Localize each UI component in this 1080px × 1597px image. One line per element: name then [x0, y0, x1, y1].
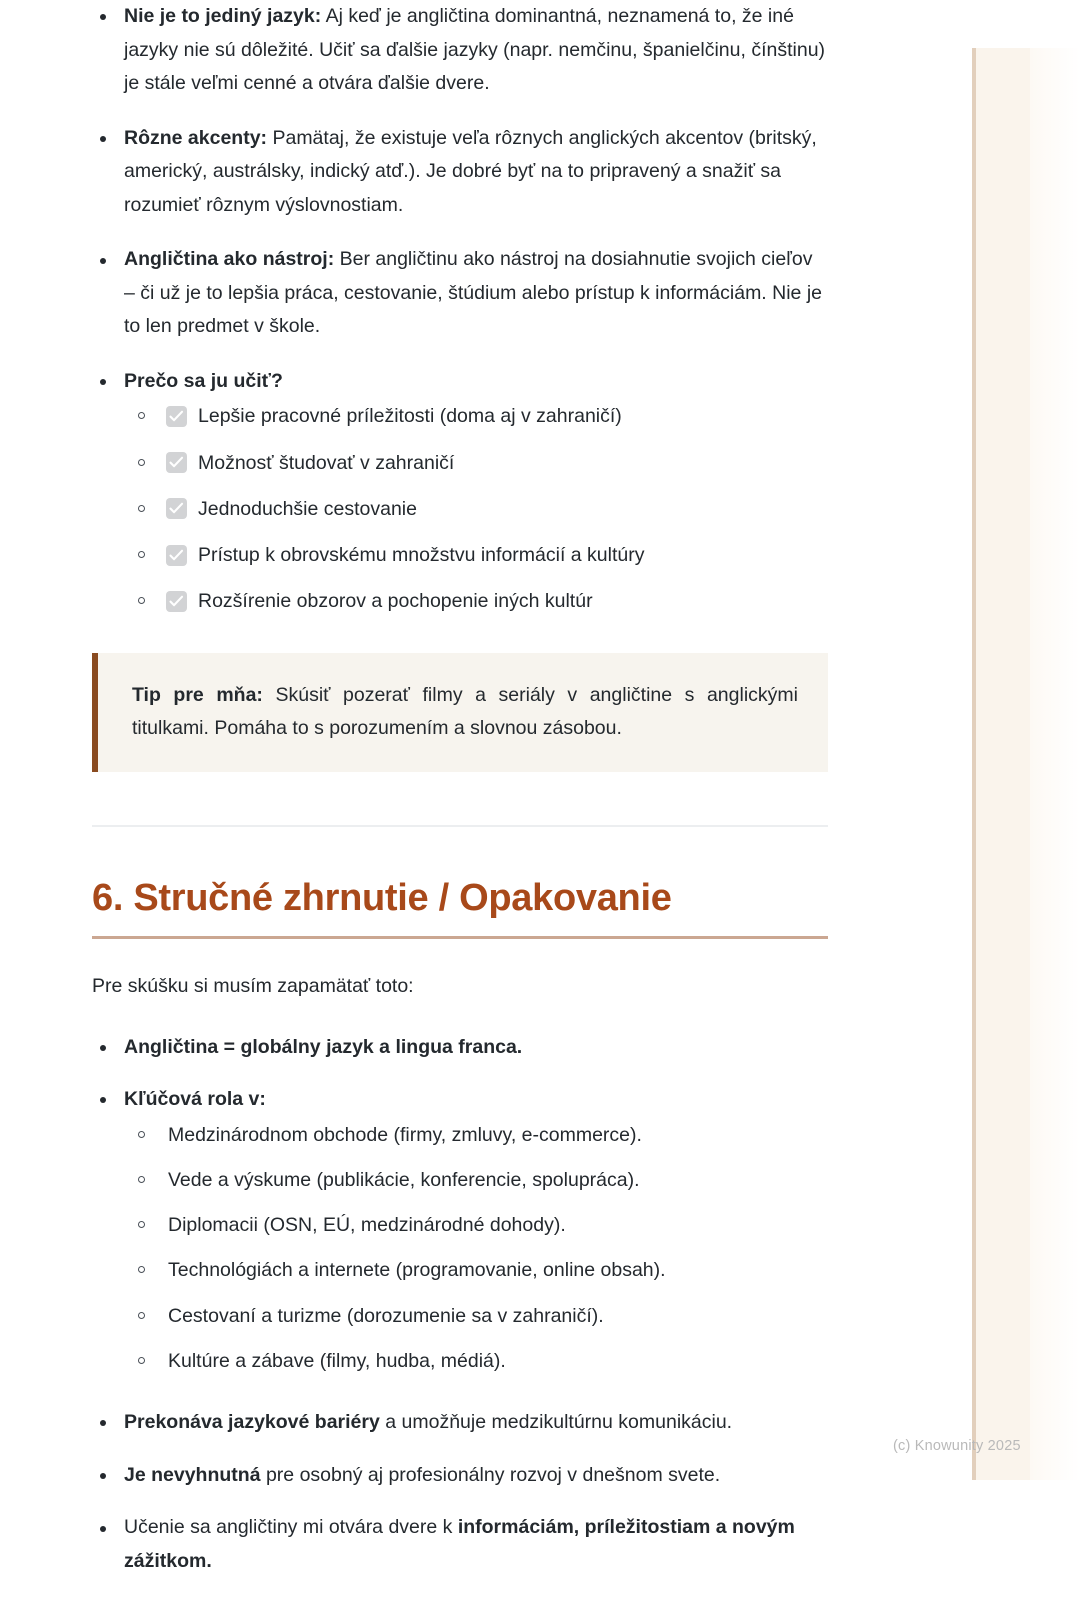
- bullet-icon: [100, 258, 106, 264]
- page-side-band: [972, 48, 1038, 1480]
- checklist-item-label: Lepšie pracovné príležitosti (doma aj v zahraničí): [198, 405, 622, 428]
- checklist-item: [124, 541, 828, 570]
- checkbox-checked-icon[interactable]: [166, 545, 187, 566]
- list-item: [92, 122, 828, 223]
- circle-bullet-icon: [138, 1357, 145, 1364]
- list-item-lead: Prekonáva jazykové bariéry: [124, 1411, 380, 1434]
- list-item: [124, 1166, 828, 1195]
- page-side-band-fade: [1030, 48, 1080, 1480]
- checklist-item-label: Prístup k obrovskému množstvu informácií a kultúry: [198, 544, 645, 567]
- list-item: [124, 1211, 828, 1240]
- checkbox-checked-icon[interactable]: [166, 406, 187, 427]
- section-intro: Pre skúšku si musím zapamätať toto:: [92, 975, 414, 998]
- checklist-item: [124, 587, 828, 616]
- list-item-text: pre osobný aj profesionálny rozvoj v dnešnom svete.: [260, 1463, 721, 1486]
- list-item: [92, 1406, 828, 1440]
- checklist-item-label: Rozšírenie obzorov a pochopenie iných kultúr: [198, 590, 593, 613]
- list-item: [92, 1511, 828, 1578]
- list-item-why-learn: [92, 365, 828, 617]
- bullet-icon: [100, 14, 106, 20]
- bullet-icon: [100, 1045, 106, 1051]
- tip-callout-body: Skúsiť pozerať filmy a seriály v angličtine s anglickými titulkami. Pomáha to s porozumením a slovnou zásobou.: [132, 683, 798, 740]
- list-item-label: Diplomacii (OSN, EÚ, medzinárodné dohody).: [168, 1214, 566, 1237]
- circle-bullet-icon: [138, 551, 145, 558]
- circle-bullet-icon: [138, 459, 145, 466]
- list-item: [124, 1347, 828, 1376]
- why-learn-lead: Prečo sa ju učiť?: [124, 369, 283, 392]
- bullet-icon: [100, 1473, 106, 1479]
- circle-bullet-icon: [138, 1131, 145, 1138]
- checklist-item: [124, 449, 828, 478]
- list-item: [92, 0, 828, 101]
- summary-bullet-list: [92, 1031, 828, 1579]
- list-item-text: Ber angličtinu ako nástroj na dosiahnutie svojich cieľov – či už je to lepšia práca, cestovanie, štúdium alebo prístup k informáciám. Nie je to len predmet v škole.: [124, 248, 823, 338]
- list-item-label: Medzinárodnom obchode (firmy, zmluvy, e-commerce).: [168, 1123, 642, 1146]
- checkbox-checked-icon[interactable]: [166, 498, 187, 519]
- list-item-label: Cestovaní a turizme (dorozumenie sa v zahraničí).: [168, 1304, 604, 1327]
- page-title: 6. Stručné zhrnutie / Opakovanie: [92, 876, 672, 919]
- checklist-item: [124, 495, 828, 524]
- circle-bullet-icon: [138, 597, 145, 604]
- list-item-text: a umožňuje medzikultúrnu komunikáciu.: [379, 1411, 733, 1434]
- bullet-icon: [100, 1420, 106, 1426]
- list-item-text: Učenie sa angličtiny mi otvára dvere k: [124, 1516, 458, 1539]
- list-item: [124, 1302, 828, 1331]
- checklist-item-label: Možnosť študovať v zahraničí: [198, 451, 455, 474]
- list-item: [124, 1256, 828, 1285]
- checklist-item-label: Jednoduchšie cestovanie: [198, 497, 417, 520]
- tip-callout-text: [132, 679, 798, 746]
- checkbox-checked-icon[interactable]: [166, 591, 187, 612]
- list-item: [92, 1459, 828, 1493]
- section-divider: [92, 825, 828, 827]
- key-roles-list: [124, 1121, 828, 1377]
- list-item-label: Technológiách a internete (programovanie, online obsah).: [168, 1259, 666, 1282]
- bullet-icon: [100, 136, 106, 142]
- list-item-label: Kultúre a zábave (filmy, hudba, médiá).: [168, 1349, 506, 1372]
- list-item: [124, 1121, 828, 1150]
- circle-bullet-icon: [138, 1221, 145, 1228]
- list-item-lead: Angličtina = globálny jazyk a lingua franca.: [124, 1035, 523, 1058]
- tip-callout: [92, 653, 828, 772]
- list-item-text: Pamätaj, že existuje veľa rôznych anglických akcentov (britský, americký, austrálsky, indický atď.). Je dobré byť na to pripravený a snažiť sa rozumieť rôznym výslovnostiam.: [124, 126, 817, 216]
- circle-bullet-icon: [138, 505, 145, 512]
- bullet-icon: [100, 1526, 106, 1532]
- list-item: [92, 1031, 828, 1065]
- circle-bullet-icon: [138, 1266, 145, 1273]
- bullet-icon: [100, 379, 106, 385]
- circle-bullet-icon: [138, 1176, 145, 1183]
- checkbox-checked-icon[interactable]: [166, 452, 187, 473]
- why-learn-checklist: [124, 402, 828, 616]
- checklist-item: [124, 402, 828, 431]
- circle-bullet-icon: [138, 1312, 145, 1319]
- list-item-lead: Angličtina ako nástroj:: [124, 248, 335, 271]
- key-roles-lead: Kľúčová rola v:: [124, 1088, 266, 1111]
- tip-callout-lead: Tip pre mňa:: [132, 683, 263, 706]
- list-item-text: Aj keď je angličtina dominantná, neznamená to, že iné jazyky nie sú dôležité. Učiť sa ďalšie jazyky (napr. nemčinu, španielčinu, čínštinu) je stále veľmi cenné a otvára ďalšie dvere.: [124, 5, 826, 95]
- heading-underline: [92, 936, 828, 939]
- list-item-key-roles: [92, 1083, 828, 1376]
- list-item: [92, 243, 828, 344]
- list-item-lead: Je nevyhnutná: [124, 1463, 261, 1486]
- list-item-lead: Rôzne akcenty:: [124, 126, 268, 149]
- watermark: (c) Knowunity 2025: [893, 1438, 1021, 1454]
- bullet-icon: [100, 1097, 106, 1103]
- circle-bullet-icon: [138, 412, 145, 419]
- document-content: [92, 0, 828, 1597]
- top-bullet-list: [92, 0, 828, 617]
- list-item-label: Vede a výskume (publikácie, konferencie, spolupráca).: [168, 1168, 640, 1191]
- list-item-lead: Nie je to jediný jazyk:: [124, 5, 322, 27]
- list-item-emphasis: informáciám, príležitostiam a novým zážitkom.: [124, 1516, 795, 1572]
